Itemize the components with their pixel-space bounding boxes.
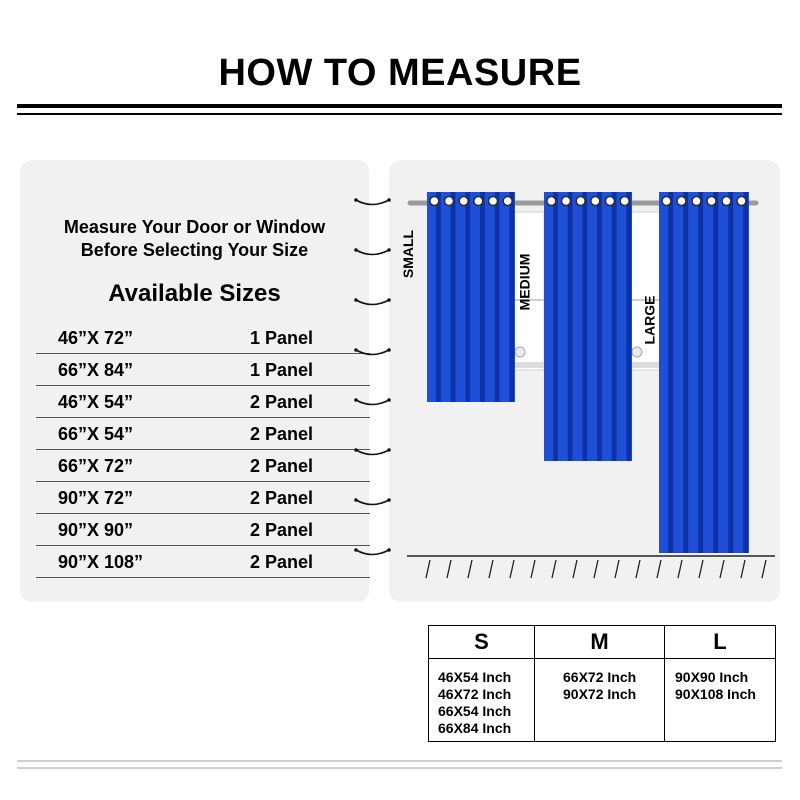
size-panel-count: 1 Panel (250, 328, 314, 348)
curtain-fold (436, 192, 441, 402)
grommet-icon (692, 197, 701, 206)
floor-hatch (720, 560, 724, 578)
floor-hatch (489, 560, 493, 578)
size-dimensions: 90”X 72” (58, 488, 134, 508)
floor-hatch (678, 560, 682, 578)
connector-dot (354, 498, 358, 502)
floor (407, 556, 775, 578)
size-panel-count: 2 Panel (250, 552, 314, 572)
connector-stitch (356, 400, 389, 405)
measure-connectors (354, 198, 391, 554)
flower-icon (632, 347, 642, 357)
connector-dot (387, 198, 391, 202)
size-dimensions: 66”X 72” (58, 456, 134, 476)
size-panel-count: 1 Panel (250, 360, 314, 380)
grommet-icon (445, 197, 454, 206)
connector-dot (354, 448, 358, 452)
connector-dot (387, 298, 391, 302)
floor-hatch (741, 560, 745, 578)
grommet-icon (562, 197, 571, 206)
window-pane (630, 212, 660, 370)
footer-rule-2 (17, 767, 782, 769)
curtain-fold (495, 192, 500, 402)
connector-stitch (356, 250, 389, 255)
size-col-l (665, 626, 775, 741)
size-table (428, 625, 776, 742)
floor-hatch (636, 560, 640, 578)
connector-stitch (356, 550, 389, 555)
curtain-fold (465, 192, 470, 402)
curtain-fold (728, 192, 733, 553)
floor-hatch (447, 560, 451, 578)
curtain-fold (582, 192, 587, 461)
connector-dot (387, 248, 391, 252)
size-entry: 66X72 Inch (563, 669, 637, 685)
connector-dot (387, 348, 391, 352)
curtain-fold (509, 192, 514, 402)
size-panel-count: 2 Panel (250, 456, 314, 476)
connector-dot (354, 548, 358, 552)
grommet-icon (662, 197, 671, 206)
connector-dot (354, 198, 358, 202)
size-panel-count: 2 Panel (250, 520, 314, 540)
floor-hatch (657, 560, 661, 578)
curtain-fold (683, 192, 688, 553)
floor-hatch (573, 560, 577, 578)
size-dimensions: 90”X 108” (58, 552, 144, 572)
floor-hatch (552, 560, 556, 578)
size-col-s (429, 626, 535, 741)
grommet-icon (722, 197, 731, 206)
connector-dot (387, 498, 391, 502)
curtain-small (427, 192, 515, 402)
grommet-icon (489, 197, 498, 206)
label-medium: MEDIUM (516, 253, 533, 311)
size-col-header: L (665, 626, 775, 659)
curtain-fold (597, 192, 602, 461)
grommet-icon (707, 197, 716, 206)
size-dimensions: 66”X 84” (58, 360, 134, 380)
grommet-icon (620, 197, 629, 206)
grommet-icon (459, 197, 468, 206)
connector-dot (354, 298, 358, 302)
size-entry: 66X84 Inch (438, 720, 512, 736)
window-sill (512, 362, 546, 368)
intro-line-1: Measure Your Door or Window (63, 217, 326, 237)
size-entry: 46X54 Inch (438, 669, 512, 685)
connector-stitch (356, 350, 389, 355)
curtain-fold (668, 192, 673, 553)
label-large: LARGE (641, 295, 658, 345)
connector-dot (387, 548, 391, 552)
curtain-fold (626, 192, 631, 461)
footer-rule-1 (17, 760, 782, 762)
connector-dot (387, 398, 391, 402)
grommet-icon (591, 197, 600, 206)
connector-stitch (356, 450, 389, 455)
connector-stitch (356, 500, 389, 505)
size-entry: 90X90 Inch (675, 669, 749, 685)
flower-icon (515, 347, 525, 357)
size-col-cell (429, 659, 534, 737)
curtain-fold (612, 192, 617, 461)
label-small: SMALL (400, 229, 417, 279)
size-col-m (535, 626, 665, 741)
connector-dot (354, 398, 358, 402)
curtain-fold (451, 192, 456, 402)
size-entry: 90X72 Inch (563, 686, 637, 702)
size-dimensions: 90”X 90” (58, 520, 134, 540)
grommet-icon (737, 197, 746, 206)
size-dimensions: 66”X 54” (58, 424, 134, 444)
grommet-icon (430, 197, 439, 206)
size-panel-count: 2 Panel (250, 424, 314, 444)
curtain-fold (698, 192, 703, 553)
connector-stitch (356, 300, 389, 305)
grommet-icon (606, 197, 615, 206)
curtain-fold (713, 192, 718, 553)
curtain-large (659, 192, 749, 553)
size-entry: 66X54 Inch (438, 703, 512, 719)
size-panel-count: 2 Panel (250, 488, 314, 508)
size-entry: 90X108 Inch (675, 686, 756, 702)
floor-hatch (468, 560, 472, 578)
curtain-fold (480, 192, 485, 402)
floor-hatch (762, 560, 766, 578)
floor-hatch (615, 560, 619, 578)
page-title: HOW TO MEASURE (218, 52, 582, 94)
size-col-cell (665, 659, 775, 703)
size-panel-count: 2 Panel (250, 392, 314, 412)
curtain-fold (553, 192, 558, 461)
grommet-icon (677, 197, 686, 206)
size-dimensions: 46”X 72” (58, 328, 134, 348)
grommet-icon (503, 197, 512, 206)
curtain-fold (568, 192, 573, 461)
floor-hatch (594, 560, 598, 578)
window-sill (628, 362, 662, 368)
size-col-header: S (429, 626, 534, 659)
size-entry: 46X72 Inch (438, 686, 512, 702)
connector-dot (387, 448, 391, 452)
grommet-icon (547, 197, 556, 206)
connector-dot (354, 348, 358, 352)
curtain-medium (544, 192, 632, 461)
connector-dot (354, 248, 358, 252)
size-dimensions: 46”X 54” (58, 392, 134, 412)
size-col-cell (535, 659, 664, 703)
available-sizes-heading: Available Sizes (108, 280, 281, 307)
floor-hatch (510, 560, 514, 578)
connector-stitch (356, 200, 389, 205)
intro-line-2: Before Selecting Your Size (80, 240, 309, 260)
curtains (427, 192, 749, 553)
grommet-icon (576, 197, 585, 206)
floor-hatch (531, 560, 535, 578)
floor-hatch (699, 560, 703, 578)
curtain-fold (743, 192, 748, 553)
grommet-icon (474, 197, 483, 206)
floor-hatch (426, 560, 430, 578)
size-col-header: M (535, 626, 664, 659)
